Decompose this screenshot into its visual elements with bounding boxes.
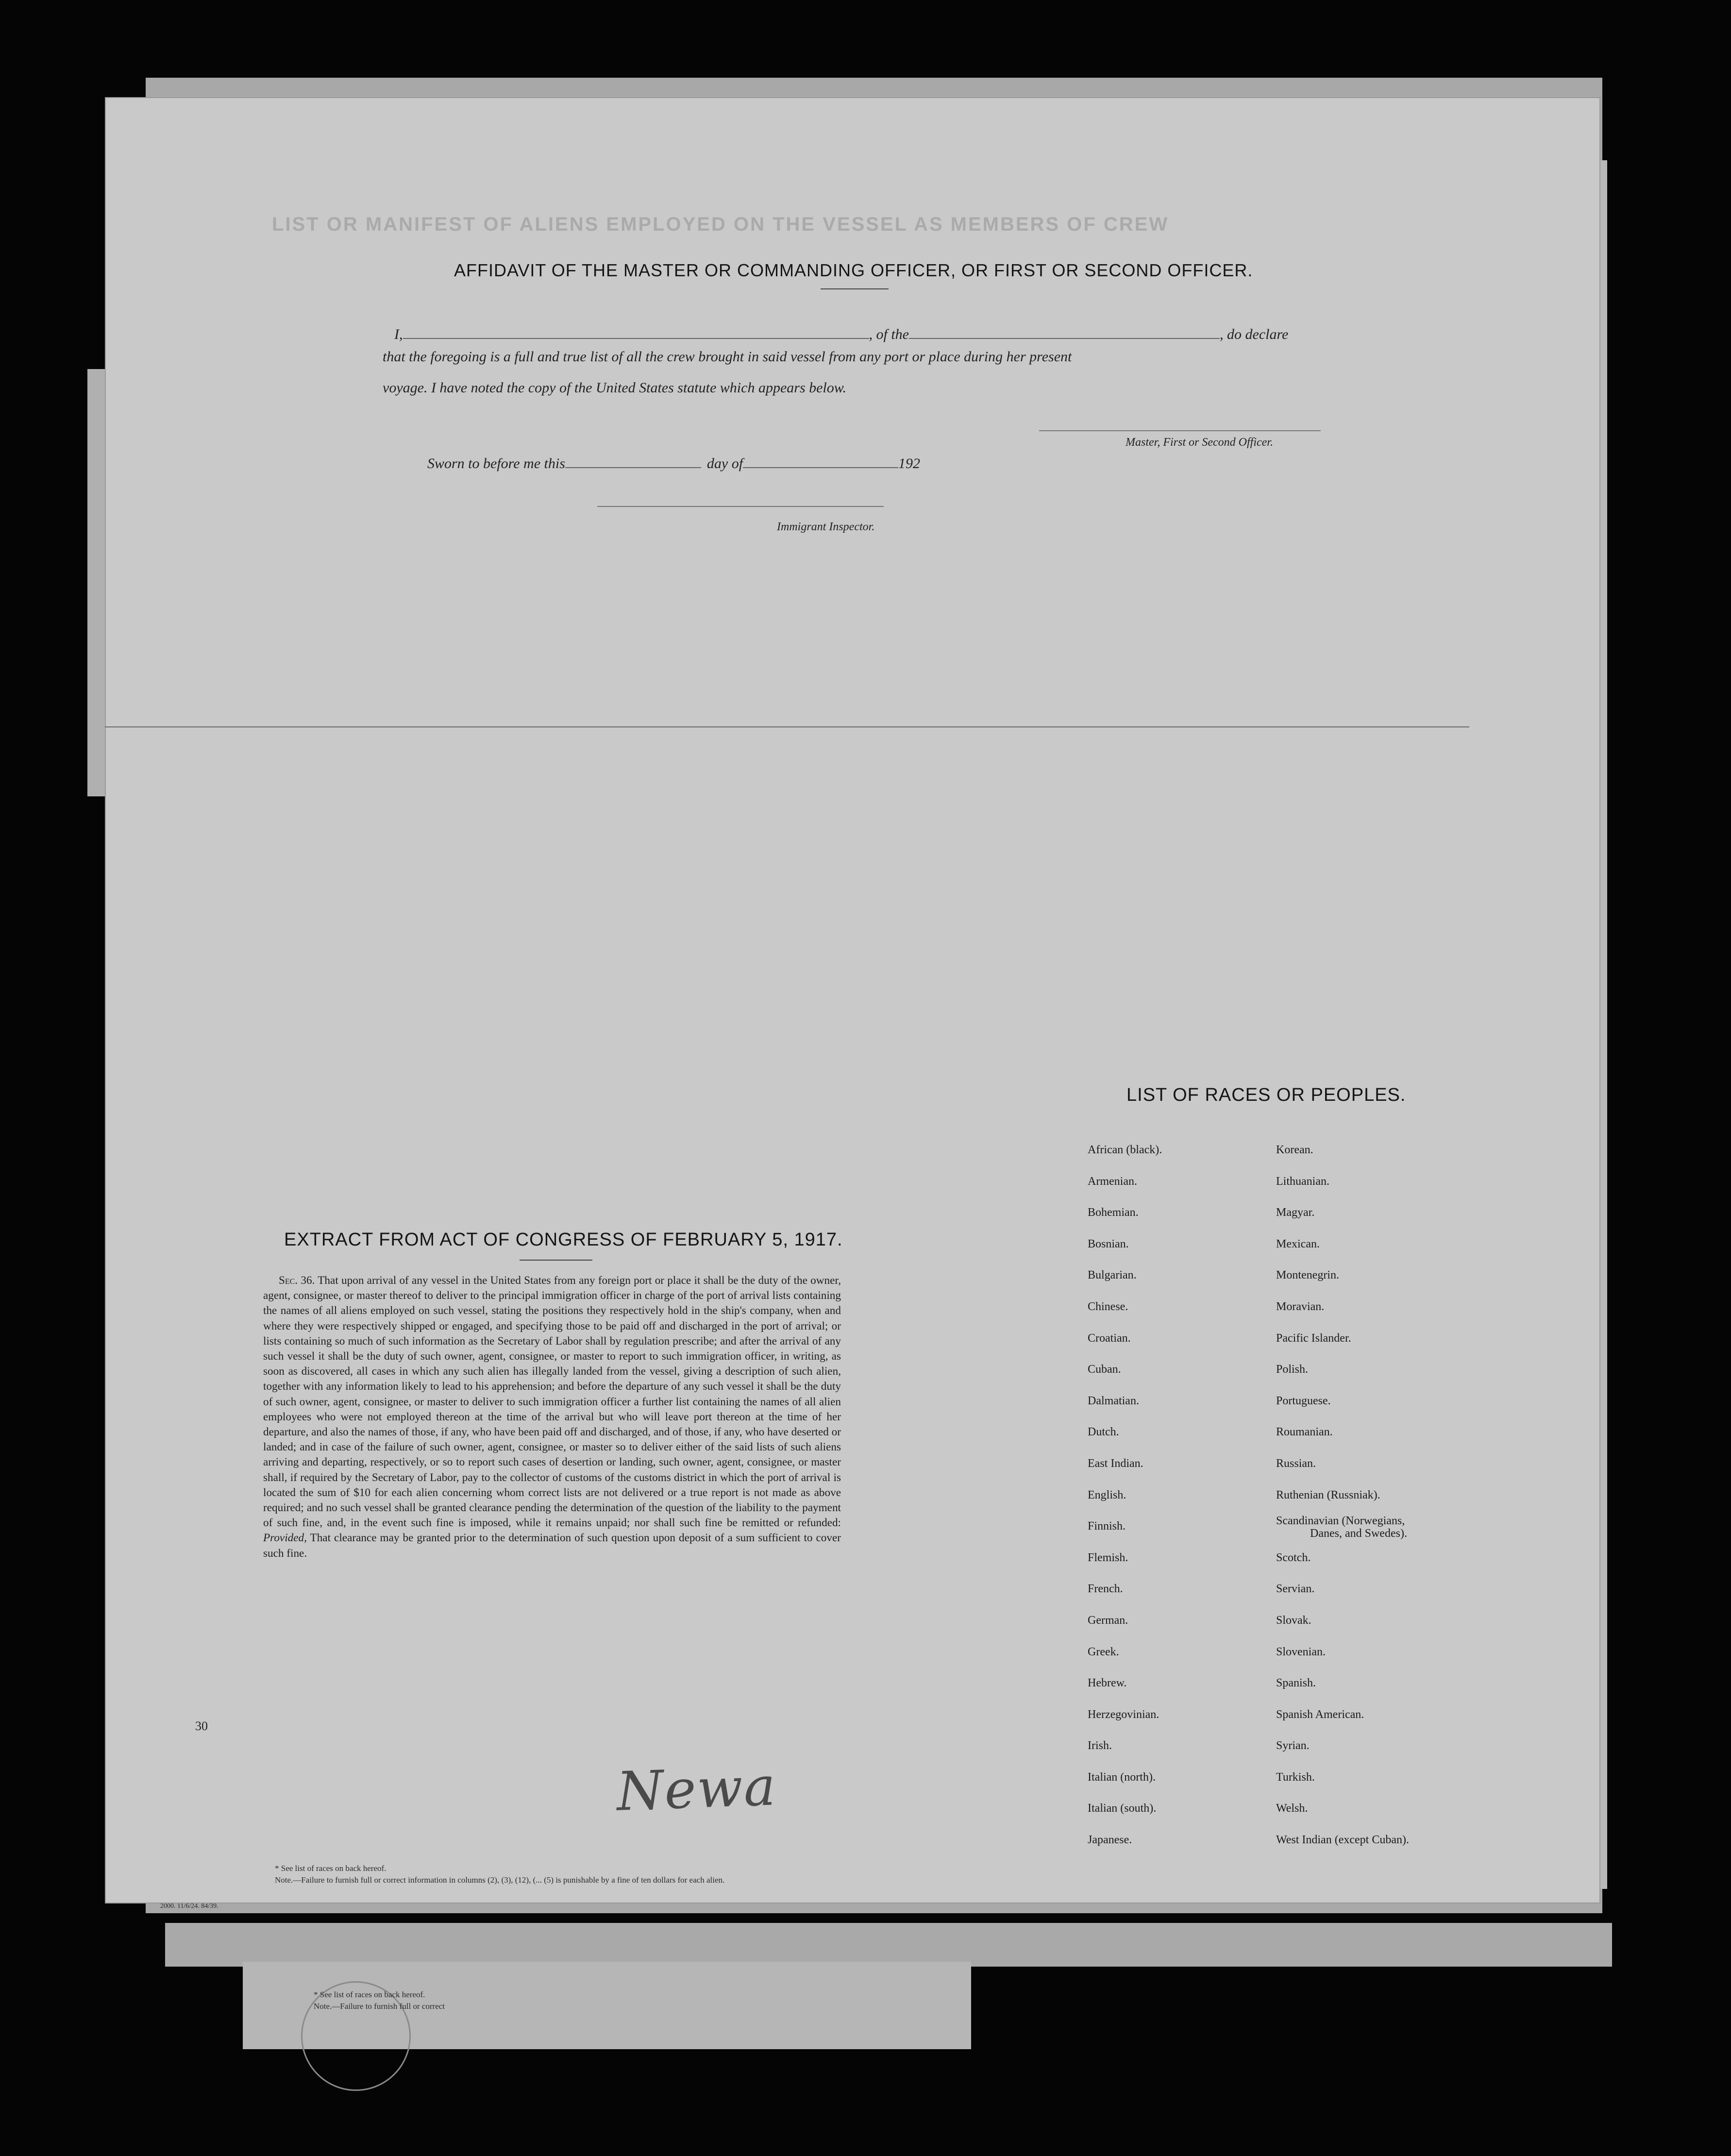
race-item: Armenian. — [1088, 1175, 1137, 1188]
races-left-column — [1088, 1134, 1162, 1856]
page-number: 30 — [195, 1719, 208, 1733]
race-item: Russian. — [1276, 1457, 1316, 1470]
race-item: Italian (south). — [1088, 1802, 1157, 1815]
extract-title-rule — [520, 1260, 592, 1261]
affidavit-title-rule — [821, 288, 889, 289]
affidavit-body-line-2: voyage. I have noted the copy of the United States statute which appears below. — [383, 380, 847, 396]
race-item: Flemish. — [1088, 1551, 1128, 1564]
day-of-label: day of — [706, 455, 743, 472]
race-item: Servian. — [1276, 1583, 1315, 1596]
inspector-line — [597, 506, 884, 507]
race-item: Pacific Islander. — [1276, 1331, 1351, 1345]
show-through-title: LIST OR MANIFEST OF ALIENS EMPLOYED ON THE VESSEL AS MEMBERS OF CREW — [272, 214, 1169, 235]
race-item: Dutch. — [1088, 1426, 1119, 1439]
extract-body-part-1: That upon arrival of any vessel in the United States from any foreign port or place it shall be the duty of the owner, agent, consignee, or master thereof to deliver to the principal immigration officer in charge of the port of arrival lists containing the names of all aliens employed on such vessel, stating the positions they respectively hold in the ship's company, when and where they were respectively shipped or engaged, and specifying those to be paid off and discharged in the port of arrival; or lists containing so much of such information as the Secretary of Labor shall by regulation prescribe; and after the arrival of any such vessel it shall be the duty of such owner, agent, consignee, or master to report to such immigration officer, in writing, as soon as discovered, all cases in which any such alien has illegally landed from the vessel, giving a description of such alien, together with any information likely to lead to his apprehension; and before the departure of any such vessel it shall be the duty of such owner, agent, consignee, or master to deliver to such immigration officer a further list containing the names of all alien employees who were not employed thereon at the time of the arrival but who will leave port thereon at the time of her departure, and also the names of those, if any, who have been paid off and discharged, and of those, if any, who have deserted or landed; and in case of the failure of such owner, agent, consignee, or master so to deliver either of the said lists of such aliens arriving and departing, respectively, or so to report such cases of desertion or landing, such owner, agent, consignee, or master shall, if required by the Secretary of Labor, pay to the collector of customs of the customs district in which the port of arrival is located the sum of $10 for each alien concerning whom correct lists are not delivered or a true report is not made as above required; and no such vessel shall be granted clearance pending the determination of the question of the liability to the payment of such fine, and, in the event such fine is imposed, while it remains unpaid; nor shall such fine be remitted or refunded: — [263, 1274, 841, 1530]
affidavit-body-line-1: that the foregoing is a full and true list of all the crew brought in said vessel from any port or place during her present — [383, 349, 1072, 365]
race-item: Ruthenian (Russniak). — [1276, 1488, 1380, 1501]
footnote-races: * See list of races on back hereof. — [275, 1864, 387, 1873]
race-item: Slovenian. — [1276, 1645, 1326, 1658]
race-item: Hebrew. — [1088, 1677, 1127, 1690]
race-item-scandinavian — [1276, 1511, 1409, 1542]
print-code: 2000. 11/6/24. 84/39. — [160, 1903, 218, 1910]
race-item: Magyar. — [1276, 1206, 1315, 1219]
race-item: Korean. — [1276, 1144, 1313, 1156]
race-item: Japanese. — [1088, 1834, 1132, 1847]
signature-line — [1039, 430, 1321, 431]
vessel-blank — [909, 338, 1220, 339]
extract-title: EXTRACT FROM ACT OF CONGRESS OF FEBRUARY 5, 1917. — [284, 1230, 843, 1250]
sworn-line — [427, 455, 920, 472]
under-footnote-note: Note.—Failure to furnish full or correct — [314, 2002, 445, 2011]
race-item: Slovak. — [1276, 1614, 1311, 1627]
footnote-note: Note.—Failure to furnish full or correct information in columns (2), (3), (12), (... (5) is punishable by a fine of ten dollars for each alien. — [275, 1875, 725, 1885]
race-item: Scotch. — [1276, 1551, 1311, 1564]
races-right-column — [1276, 1134, 1409, 1856]
race-item: Montenegrin. — [1276, 1269, 1339, 1282]
race-item: Dalmatian. — [1088, 1394, 1139, 1407]
extract-body-part-2: That clearance may be granted prior to the determination of such question upon deposit of a sum sufficient to cover such fine. — [263, 1532, 841, 1560]
race-item-line: Danes, and Swedes). — [1310, 1527, 1407, 1540]
race-item: Finnish. — [1088, 1520, 1126, 1533]
race-item: Moravian. — [1276, 1300, 1325, 1313]
sworn-day-blank — [565, 467, 701, 468]
race-item-line: Scandinavian (Norwegians, — [1276, 1515, 1405, 1528]
race-item: Bulgarian. — [1088, 1269, 1137, 1282]
year-label: 192 — [898, 455, 921, 472]
race-item: Turkish. — [1276, 1770, 1315, 1784]
race-item: East Indian. — [1088, 1457, 1143, 1470]
sworn-label: Sworn to before me this — [427, 455, 565, 472]
race-item: Spanish American. — [1276, 1708, 1364, 1721]
race-item: Chinese. — [1088, 1300, 1128, 1313]
race-item: Greek. — [1088, 1645, 1119, 1658]
race-item: Roumanian. — [1276, 1426, 1333, 1439]
provided-label: Provided, — [263, 1532, 307, 1545]
race-item: African (black). — [1088, 1144, 1162, 1156]
sworn-month-blank — [743, 467, 898, 468]
race-item: German. — [1088, 1614, 1128, 1627]
race-item: Mexican. — [1276, 1237, 1320, 1250]
race-item: Cuban. — [1088, 1363, 1121, 1376]
race-item: Portuguese. — [1276, 1394, 1331, 1407]
signature-caption: Master, First or Second Officer. — [1126, 436, 1273, 449]
race-item: Spanish. — [1276, 1677, 1316, 1690]
i-label: I, — [394, 326, 403, 342]
race-item: Croatian. — [1088, 1331, 1131, 1345]
extract-body — [263, 1273, 841, 1561]
race-item: Welsh. — [1276, 1802, 1308, 1815]
race-item: Syrian. — [1276, 1739, 1310, 1752]
name-blank — [403, 338, 869, 339]
inspector-caption: Immigrant Inspector. — [777, 521, 875, 533]
race-item: Herzegovinian. — [1088, 1708, 1160, 1721]
affidavit-title: AFFIDAVIT OF THE MASTER OR COMMANDING OFFICER, OR FIRST OR SECOND OFFICER. — [454, 260, 1253, 280]
race-item: French. — [1088, 1583, 1123, 1596]
race-item: English. — [1088, 1488, 1126, 1501]
race-item: Irish. — [1088, 1739, 1112, 1752]
races-title: LIST OF RACES OR PEOPLES. — [1126, 1085, 1406, 1105]
race-item: West Indian (except Cuban). — [1276, 1834, 1409, 1847]
race-item: Bosnian. — [1088, 1237, 1129, 1250]
handwritten-mark: Newa — [615, 1755, 778, 1823]
affidavit-declaration-line — [394, 326, 1288, 343]
of-the-label: , of the — [869, 326, 909, 342]
under-sheet-bottom — [165, 1923, 1612, 1967]
do-declare-label: , do declare — [1220, 326, 1289, 342]
table-divider — [105, 726, 1469, 727]
race-item: Polish. — [1276, 1363, 1309, 1376]
section-label: Sec. 36. — [279, 1274, 315, 1287]
race-item: Lithuanian. — [1276, 1175, 1329, 1188]
under-footnote-races: * See list of races on back hereof. — [314, 1990, 425, 1999]
race-item: Bohemian. — [1088, 1206, 1139, 1219]
race-item: Italian (north). — [1088, 1770, 1156, 1784]
